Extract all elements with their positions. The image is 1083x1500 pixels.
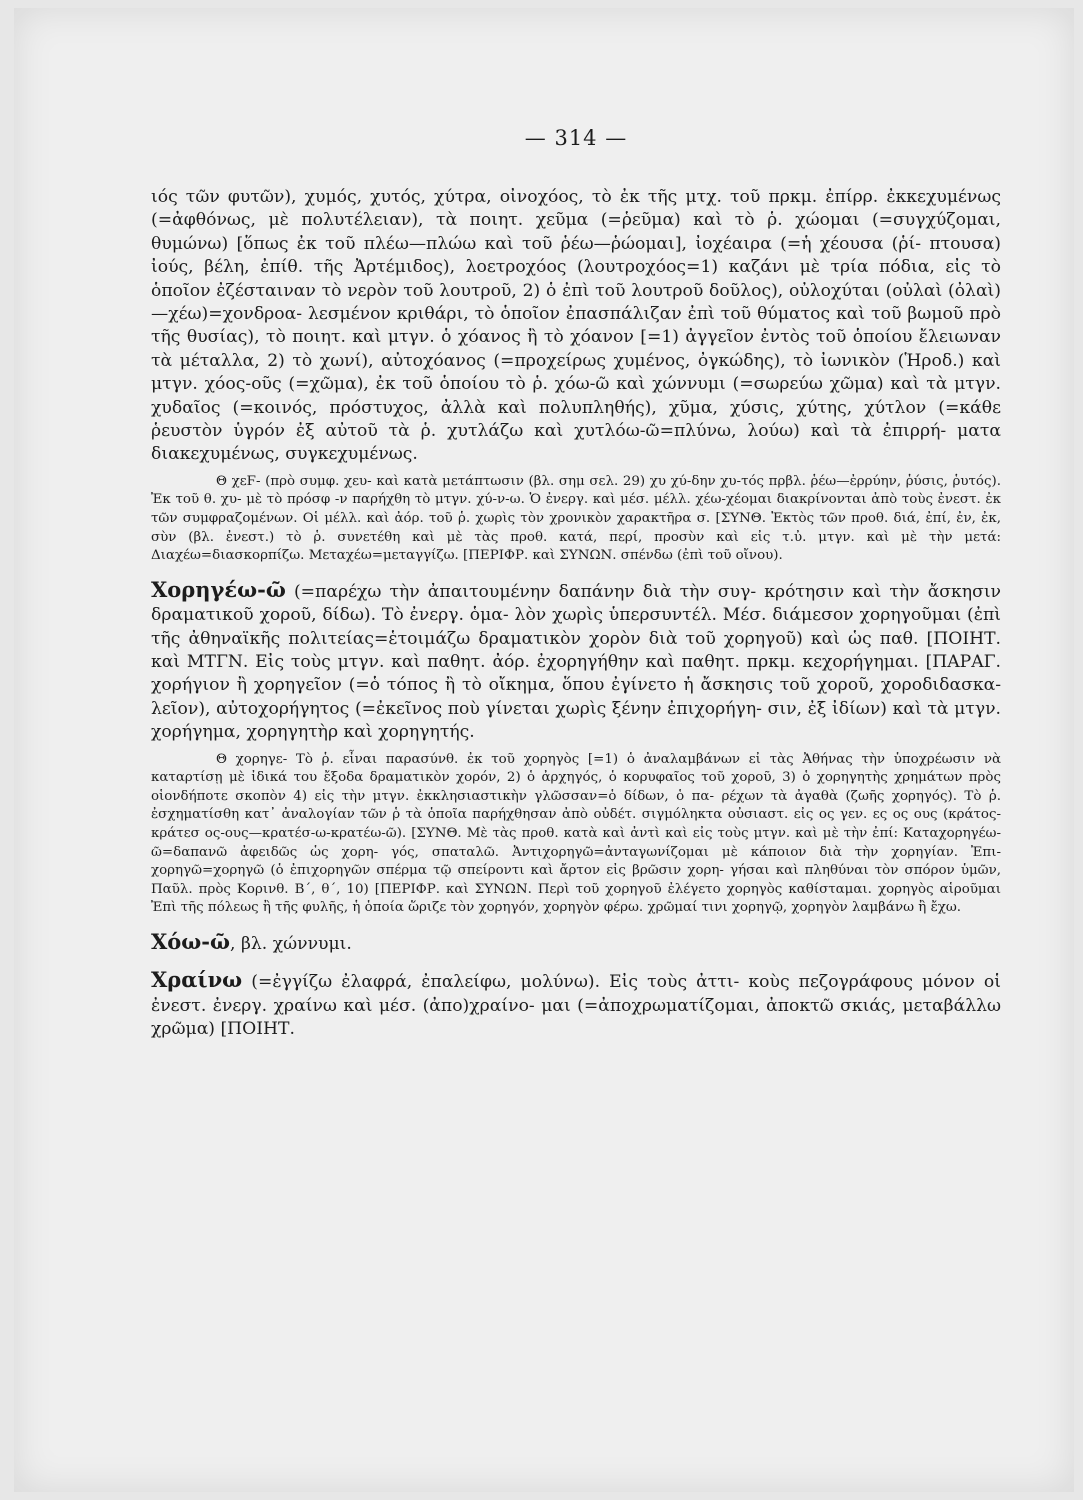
- page-content: [151, 126, 1001, 1042]
- dictionary-entry: [151, 578, 1001, 745]
- text-line: αὐτοχόανος (=προχείρως χυμένος, ὀγκώδης), τὸ ἰωνικὸν (Ἡροδ.) καὶ: [381, 350, 1001, 371]
- dictionary-entry: Χόω-ῶ, βλ. χώννυμι.: [151, 929, 352, 955]
- book-page: [14, 8, 1074, 1492]
- note-line: ἀπὸ τοὺς ἐνεστ. ἐκ τῶν συμφραζομένων. Οἱ μέλλ. καὶ ἀόρ. τοῦ ῥ. χωρὶς τὸν: [151, 492, 1001, 527]
- text-line: ιός τῶν φυτῶν), χυμός, χυτός, χύτρα, οἰνοχόος, τὸ ἐκ τῆς μτχ. τοῦ: [151, 187, 761, 207]
- text-line: καὶ πολυπληθής), χῦμα, χύσις, χύτης, χύτλον (=κάθε ῥευστὸν ὑγρόν: [151, 397, 1001, 442]
- text-line: πρκμ. ἐπίρρ. ἐκκεχυμένως (=ἀφθόνως, μὲ πολυτέλειαν), τὰ ποιητ.: [151, 187, 1001, 231]
- note-line: Ἐπὶ τῆς πόλεως ἢ τῆς φυλῆς, ἡ ὁποία ὥριζε τὸν χορηγόν, χορηγὸν φέρω.: [151, 900, 644, 916]
- text-line: κοὺς πεζογράφους μόνον οἱ ἐνεστ. ἐνεργ. χραίνω καὶ μέσ. (ἀπο)χραίνο-: [151, 972, 1001, 1016]
- entry-continuation: [151, 186, 1001, 467]
- note-line: γήσαι καὶ πληθύναι τὸν σπόρον ὑμῶν, Παῦλ. πρὸς Κορινθ. Β΄, θ΄, 10) [ΠΕΡΙΦΡ.: [151, 863, 1001, 897]
- note-line: Θ χορηγε- Τὸ ῥ. εἶναι παρασύνθ. ἐκ τοῦ χορηγὸς [=1) ὁ ἀναλαμβάνων εἰ: [216, 751, 761, 767]
- text-line: σιν, ἐξ ἰδίων) καὶ τὰ μτγν. χορήγημα, χορηγητὴρ καὶ χορηγητής.: [151, 698, 1002, 743]
- note-line: τὰς Ἀθήνας τὴν ὑποχρέωσιν νὰ καταρτίσῃ μὲ ἰδικά του ἔξοδα δραματικὸν: [151, 751, 1002, 786]
- text-line: κρότησιν καὶ τὴν ἄσκησιν δραματικοῦ χοροῦ, δίδω). Τὸ ἐνεργ. ὁμα-: [151, 581, 1002, 626]
- note-line: χύ-δην χυ-τός πρβλ. ῥέω—ἐρρύην, ῥύσις, ῥυτός). Ἐκ τοῦ θ. χυ- μὲ τὸ πρόσφ: [151, 473, 1001, 508]
- note-line: τὸ ῥ. συνετέθη καὶ μὲ τὰς προθ. κατά, περί, προσὺν καὶ εἰς τ.ὐ. μτγν. καὶ μὲ: [286, 529, 918, 545]
- text-line: μαι (=ἀποχρωματίζομαι, ἀποκτῶ σκιάς, μεταβάλλω χρῶμα) [ΠΟΙΗΤ.: [151, 995, 1001, 1040]
- note-line: Θ χεϜ- (πρὸ συμφ. χευ- καὶ κατὰ μετάπτωσιν (βλ. σημ σελ. 29) χυ: [216, 473, 666, 489]
- text-line: [ΠΟΙΗΤ. καὶ ΜΤΓΝ. Εἰς τοὺς μτγν. καὶ παθητ. ἀόρ. ἐχορηγήθην: [151, 628, 1002, 673]
- note-line: χρονικὸν χαρακτῆρα σ. [ΣΥΝΘ. Ἐκτὸς τῶν προθ. διά, ἐπί, ἐν, ἐκ, σὺν (βλ. ἐνεστ.): [151, 511, 1001, 545]
- note-line: χορηγῶ=χορηγῶ (ὁ ἐπιχορηγῶν σπέρμα τῷ σπείροντι καὶ ἄρτον εἰς βρῶσιν χορη-: [151, 863, 724, 879]
- text-line: (=παρέχω τὴν ἀπαιτουμένην δαπάνην διὰ τὴν συγ-: [293, 581, 757, 602]
- text-line: [=1) ἀγγεῖον ἐντὸς τοῦ ὁποίου ἔλειωναν τὰ μέταλλα, 2) τὸ χωνί),: [151, 327, 1001, 371]
- text-line: 2) ὁ ἐπὶ τοῦ λουτροῦ δοῦλος), οὐλοχύται (οὐλαὶ (ὀλαὶ)—χέω)=χονδροα-: [151, 280, 1002, 325]
- entry-headword: Χόω-ῶ: [151, 929, 231, 955]
- text-line: μτγν. χόος-οῦς (=χῶμα), ἐκ τοῦ ὁποίου τὸ ῥ. χόω-ῶ καὶ χώννυμι: [151, 374, 726, 395]
- note-line: -ν παρήχθη τὸ μτγν. χύ-ν-ω. Ὁ ἐνεργ. καὶ μέσ. μέλλ. χέω-χέομαι διακρίνονται: [334, 492, 867, 508]
- note-line: (κράτος-κράτεσ ος-ους—κρατέσ-ω-κρατέω-ῶ). [ΣΥΝΘ. Μὲ τὰς προθ. κατὰ καὶ ἀντὶ: [151, 807, 1001, 842]
- note-line: καὶ εἰς τοὺς μτγν. καὶ μὲ τὴν ἐπί: Καταχορηγέω-ῶ=δαπανῶ ἀφειδῶς ὡς χορη-: [151, 826, 1002, 860]
- text-line: καὶ παθητ. πρκμ. κεχορήγημαι. [ΠΑΡΑΓ. χορήγιον ἢ χορηγεῖον (=ὁ: [151, 652, 1001, 696]
- text-line: λεῖον), αὐτοχορήγητος (=ἐκεῖνος ποὺ γίνεται χωρὶς ξένην ἐπιχορήγη-: [151, 698, 762, 719]
- text-line: βλ. χώννυμι.: [240, 934, 352, 955]
- text-line: καζάνι μὲ τρία πόδια, εἰς τὸ ὁποῖον ἐζέσταιναν τὸ νερὸν τοῦ λουτροῦ,: [151, 257, 1001, 301]
- text-line: πτουσα) ἰούς, βέλη, ἐπίθ. τῆς Ἀρτέμιδος), λοετροχόος (λουτροχόος=1): [151, 233, 1001, 278]
- note-line: σπένδω (ἐπὶ τοῦ οἴνου).: [620, 548, 783, 564]
- text-line: λὸν χωρὶς ὑπερσυντέλ. Μέσ. διάμεσον χορηγοῦμαι (ἐπὶ τῆς ἀθηναϊκῆς: [151, 605, 1002, 649]
- note-line: τὰ ὁποῖα παρήχθησαν ἀπὸ οὐδέτ. σιγμόληκτα οὐσιαστ. εἰς ος γεν. ες ος ους: [405, 807, 938, 823]
- text-line: ἐξ αὐτοῦ τὰ ῥ. χυτλάζω καὶ χυτλόω-ῶ=πλύνω, λούω) καὶ τὰ ἐπιρρή-: [295, 421, 947, 442]
- note-line: γός, σπαταλῶ. Ἀντιχορηγῶ=ἀνταγωνίζομαι μὲ κάποιον διὰ τὴν χορηγίαν. Ἐπι-: [391, 844, 1001, 860]
- text-line: τοῦ πλέω—πλώω καὶ τοῦ ῥέω—ῥώομαι], ἰοχέαιρα (=ἡ χέουσα (ῥί-: [325, 233, 921, 254]
- page-number: — 314 —: [524, 126, 628, 150]
- text-line: (=ἐγγίζω ἐλαφρά, ἐπαλείφω, μολύνω). Εἰς τοὺς ἀττι-: [251, 972, 740, 993]
- entry-headword: Χορηγέω-ῶ: [151, 576, 286, 602]
- note-line: καὶ ΣΥΝΩΝ. Περὶ τοῦ χορηγοῦ ἐλέγετο χορηγὸς καθίσταμαι. χορηγὸς αἱροῦμαι: [446, 881, 1001, 897]
- note-line: οἱονδήποτε σκοπὸν 4) εἰς τὴν μτγν. ἐκκλησιαστικὴν γλῶσσαν=ὁ δίδων, ὁ πα-: [151, 788, 714, 804]
- entry-headword: Χραίνω: [151, 967, 243, 993]
- note-line: τὴν μετά: Διαχέω=διασκορπίζω. Μεταχέω=μεταγγίζω. [ΠΕΡΙΦΡ. καὶ ΣΥΝΩΝ.: [151, 529, 1002, 564]
- text-line: τόπος ἢ τὸ οἴκημα, ὅπου ἐγίνετο ἡ ἄσκησις τοῦ χοροῦ, χοροδιδασκα-: [386, 675, 1002, 696]
- text-line: λεσμένον κριθάρι, τὸ ὁποῖον ἐπασπάλιζαν ἐπὶ τοῦ θύματος καὶ τοῦ: [308, 304, 902, 325]
- note-line: χρῶμαί τινι χορηγῷ, χορηγὸν λαμβάνω ἢ ἔχω.: [647, 900, 962, 916]
- text-line: ματα διακεχυμένως, συγκεχυμένως.: [151, 421, 1001, 465]
- text-line: βωμοῦ πρὸ τῆς θυσίας), τὸ ποιητ. καὶ μτγν. ὁ χόανος ἢ τὸ χόανον: [151, 304, 1001, 348]
- etymology-note: [151, 473, 1001, 566]
- etymology-note: [151, 751, 1001, 918]
- note-line: χορόν, 2) ὁ ἀρχηγός, ὁ κορυφαῖος τοῦ χοροῦ, 3) ὁ χορηγητὴς χρημάτων πρὸς: [456, 770, 1001, 786]
- dictionary-entry: [151, 968, 1001, 1041]
- note-line: ρέχων τὰ ἀγαθὰ (ζωῆς χορηγός). Τὸ ῥ. ἐσχηματίσθη κατ᾽ ἀναλογίαν τῶν ῥ: [151, 788, 1002, 823]
- text-line: πολιτείας=ἑτοιμάζω δραματικὸν χορὸν διὰ τοῦ χορηγοῦ) καὶ ὡς παθ.: [288, 628, 919, 649]
- text-line: (=σωρεύω χῶμα) καὶ τὰ μτγν. χυδαῖος (=κοινός, πρόστυχος, ἀλλὰ: [151, 374, 1001, 418]
- text-line: χεῦμα (=ῥεῦμα) καὶ τὸ ῥ. χώομαι (=συγχύζομαι, θυμώνω) [ὅπως ἐκ: [151, 210, 1002, 254]
